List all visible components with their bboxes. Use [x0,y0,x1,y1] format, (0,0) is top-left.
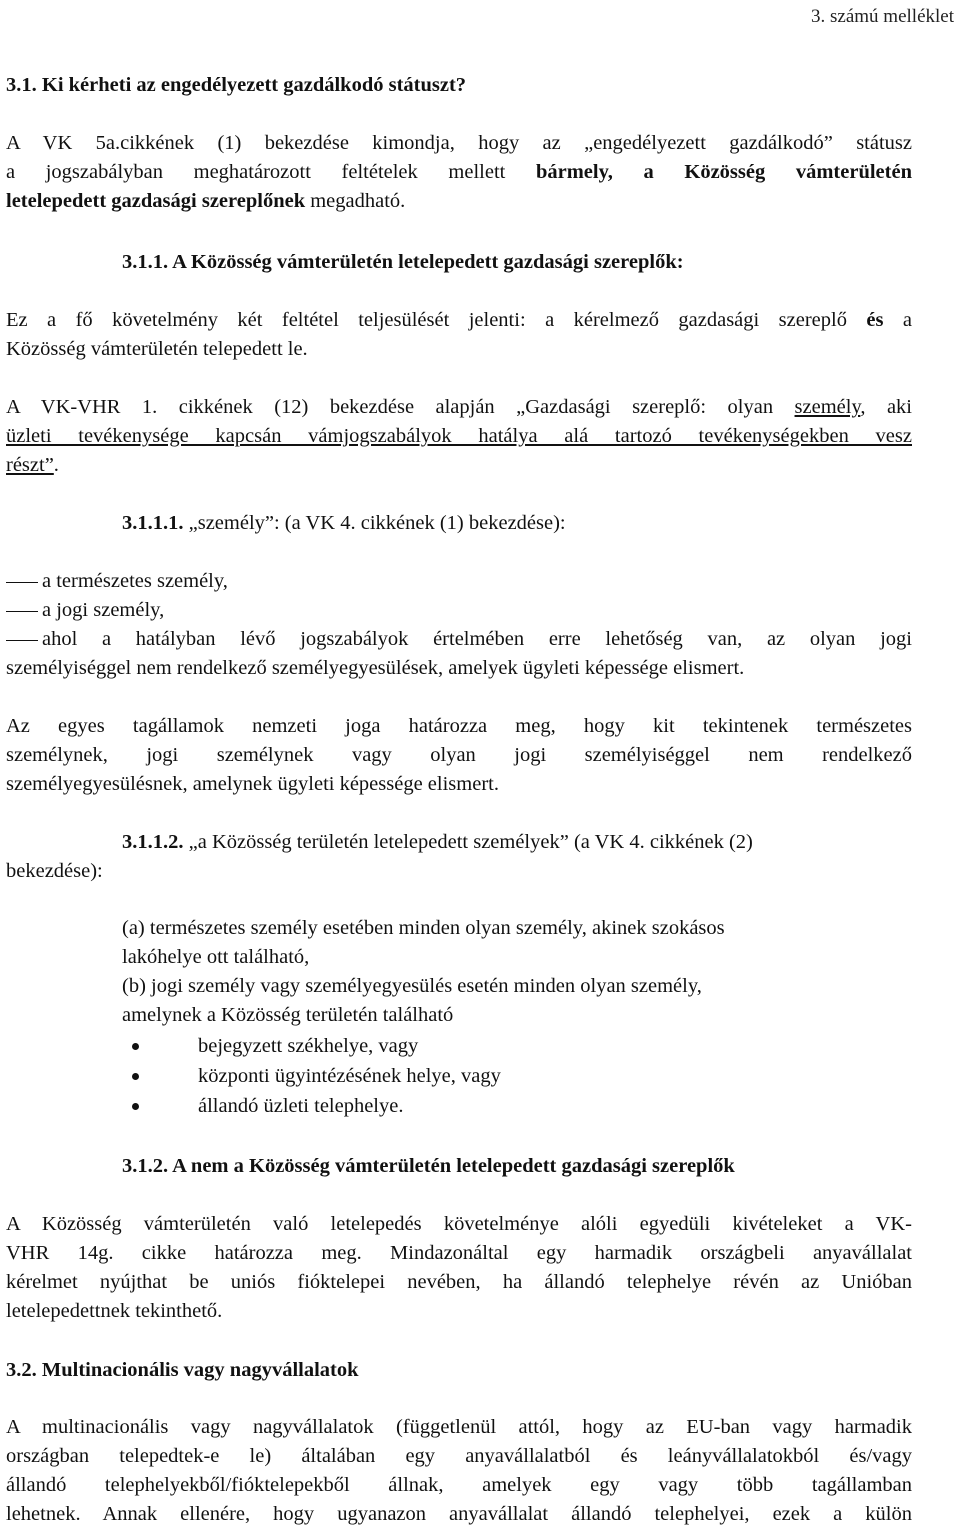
text-line: lehetnek. Annak ellenére, hogy ugyanazon anyavállalat állandó telephelyei, ezek a külön [6,1503,912,1525]
underlined-run: személy [794,396,861,418]
text-run: . [53,454,59,476]
text-line: kérelmet nyújthat be uniós fióktelepei nevében, ha állandó telephelye révén az Unióban [6,1271,912,1293]
bullet-item: bejegyzett székhelye, vagy [198,1035,419,1057]
dash-item-text: ahol a hatályban lévő jogszabályok értelmében erre lehetőség van, az olyan jogi [42,628,912,650]
section-heading-3-1-1-1 [122,509,566,538]
heading-number: 3.1.1.1. [122,512,184,534]
text-line: Közösség vámterületén telepedett le. [6,338,308,360]
text-line: amelynek a Közösség területén található [122,1004,454,1026]
bullet-marker [132,1073,139,1080]
text-line: VHR 14g. cikke határozza meg. Mindazonáltal egy harmadik országbeli anyavállalat [6,1242,912,1264]
bullet-marker [132,1103,139,1110]
text-line: A multinacionális vagy nagyvállalatok (függetlenül attól, hogy az EU-ban vagy harmadik [6,1416,912,1438]
section-heading-3-2: 3.2. Multinacionális vagy nagyvállalatok [6,1359,359,1381]
text-line: személyiséggel nem rendelkező személyegyesülések, amelyek ügyleti képessége elismert. [6,657,745,679]
paragraph-3-1-1-b [6,393,912,480]
heading-continuation: bekezdése): [6,860,103,882]
dash-item-text: a jogi személy, [42,599,165,621]
bullet-item: központi ügyintézésének helye, vagy [198,1065,501,1087]
bullet-marker [132,1043,139,1050]
text-line [6,158,912,187]
dash-item [6,596,912,625]
dash-list [6,567,912,683]
section-heading-3-1-2: 3.1.2. A nem a Közösség vámterületén letelepedett gazdasági szereplők [122,1155,735,1177]
bullet-item: állandó üzleti telephelye. [198,1095,404,1117]
section-heading-3-1-1: 3.1.1. A Közösség vámterületén letelepedett gazdasági szereplők: [122,251,684,273]
heading-text: „személy”: (a VK 4. cikkének (1) bekezdése): [183,512,566,534]
text-line [6,306,912,335]
text-line: Az egyes tagállamok nemzeti joga határozza meg, hogy kit tekintenek természetes [6,715,912,737]
dash-item [6,625,912,654]
dash-item-text: a természetes személy, [42,570,228,592]
text-line [6,393,912,422]
dash-marker [6,640,38,641]
text-run: A VK-VHR 1. cikkének (12) bekezdése alapján „Gazdasági szereplő: olyan [6,396,795,418]
bold-run: bármely, a Közösség vámterületén [535,161,912,183]
paragraph-3-1 [6,129,912,216]
annex-label: 3. számú melléklet [811,6,954,27]
paragraph-3-1-1-1 [6,712,912,799]
text-line [6,451,912,480]
paragraph-3-2 [6,1413,912,1529]
text-run: megadható. [305,190,406,212]
list-a-b [122,914,882,1030]
section-heading-3-1: 3.1. Ki kérheti az engedélyezett gazdálkodó státuszt? [6,74,467,96]
text-line [6,187,912,216]
text-run: a jogszabályban meghatározott feltételek mellett [6,161,536,183]
text-line: lakóhelye ott található, [122,946,310,968]
text-line: állandó telephelyekből/fióktelepekből állnak, amelyek egy vagy több tagállamban [6,1474,912,1496]
text-run: , aki [860,396,913,418]
bold-run: és [866,309,884,331]
paragraph-3-1-2 [6,1210,912,1326]
dash-marker [6,582,38,583]
text-line: (a) természetes személy esetében minden olyan személy, akinek szokásos [122,917,725,939]
text-line: A Közösség vámterületén való letelepedés követelménye alóli egyedüli kivételeket a VK- [6,1213,912,1235]
text-line: országban telepedtek-e le) általában egy anyavállalatból és leányvállalatokból és/vagy [6,1445,912,1467]
dash-item [6,567,912,596]
text-line: A VK 5a.cikkének (1) bekezdése kimondja, hogy az „engedélyezett gazdálkodó” státusz [6,132,912,154]
text-line: (b) jogi személy vagy személyegyesülés esetén minden olyan személy, [122,975,702,997]
text-run: Ez a fő követelmény két feltétel teljesülését jelenti: a kérelmező gazdasági szereplő [6,309,867,331]
underlined-line: üzleti tevékenysége kapcsán vámjogszabályok hatálya alá tartozó tevékenységekben vesz [6,425,912,447]
heading-text: „a Közösség területén letelepedett személyek” (a VK 4. cikkének (2) [183,831,753,853]
text-line: személyegyesülésnek, amelynek ügyleti képessége elismert. [6,773,499,795]
underlined-run: részt” [6,454,54,476]
paragraph-3-1-1-a [6,306,912,364]
bold-run: letelepedett gazdasági szereplőnek [6,190,306,212]
section-heading-3-1-1-2 [122,828,753,857]
heading-number: 3.1.1.2. [122,831,184,853]
text-line: személynek, jogi személynek vagy olyan jogi személyiséggel nem rendelkező [6,744,912,766]
text-line: letelepedettnek tekinthető. [6,1300,223,1322]
dash-marker [6,611,38,612]
text-run: a [883,309,912,331]
